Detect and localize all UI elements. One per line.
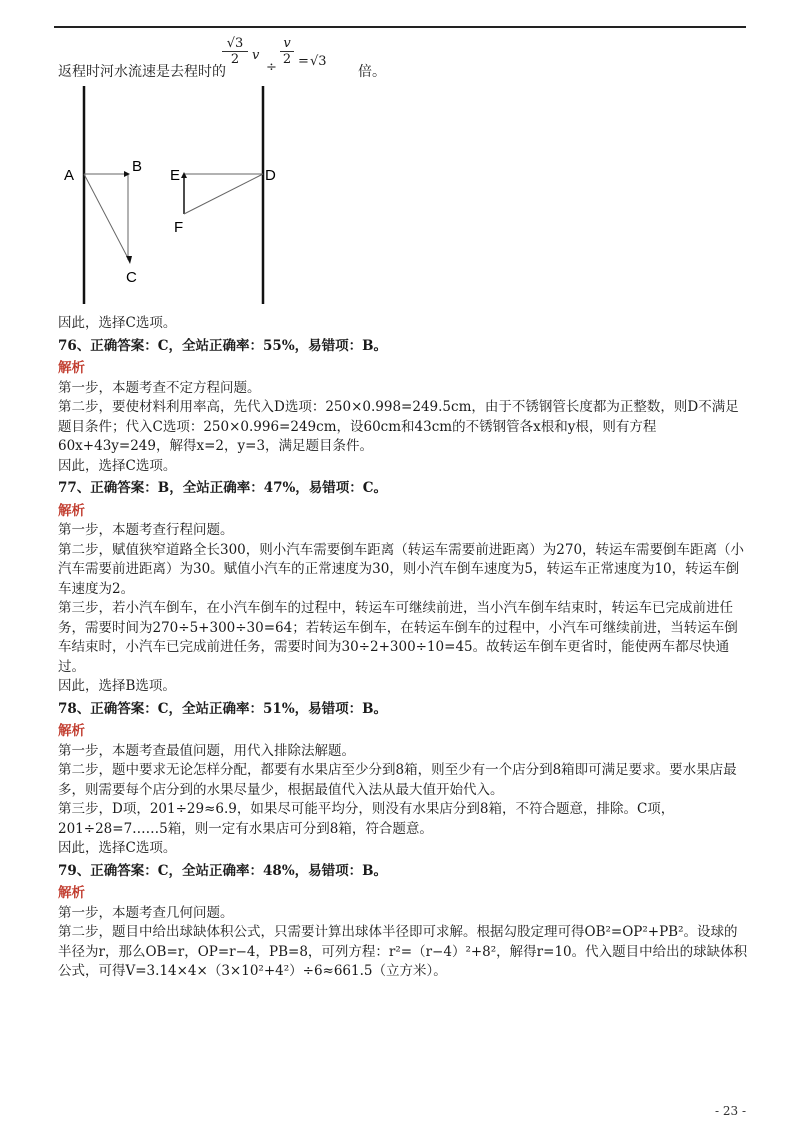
- label-a: A: [64, 167, 75, 184]
- arrow-b-icon: [124, 171, 130, 177]
- velocity-ratio-formula: [222, 36, 342, 82]
- question-answer-heading: 77、正确答案：B，全站正确率：47%，易错项：C。: [58, 480, 388, 496]
- arrow-e-icon: [181, 172, 187, 178]
- paragraph: 第二步，题目中给出球缺体积公式，只需要计算出球体半径即可求解。根据勾股定理可得OB²=OP²+PB²。设球的半径为r，那么OB=r，OP=r−4，PB=8，可列方程：r²=（r−4）²+8²，解得r=10。代入题目中给出的球缺体积公式，可得V=3.14×4×（3×10²+4²）÷6≈661.5（立方米）。: [58, 924, 748, 979]
- page-number: - 23 -: [714, 1104, 746, 1118]
- label-c: C: [126, 269, 137, 286]
- formula-result: √3: [310, 54, 327, 69]
- paragraph: 第一步，本题考查几何问题。: [58, 904, 234, 921]
- paragraph: 第三步，D项，201÷29≈6.9，如果尽可能平均分，则没有水果店分到8箱，不符合题意，排除。C项，201÷28=7……5箱，则一定有水果店可分到8箱，符合题意。: [58, 801, 675, 837]
- intro-suffix: 倍。: [358, 64, 386, 80]
- intro-prefix: 返程时河水流速是去程时的: [58, 64, 226, 80]
- paragraph: 第二步，要使材料利用率高，先代入D选项：250×0.998=249.5cm，由于不锈钢管长度都为正整数，则D不满足题目条件；代入C选项：250×0.996=249cm，设60cm和43cm的不锈钢管各x根和y根，则有方程60x+43y=249，解得x=2，y=3，满足题目条件。: [58, 399, 739, 454]
- paragraph: 第三步，若小汽车倒车，在小汽车倒车的过程中，转运车可继续前进，当小汽车倒车结束时，转运车已完成前进任务，需要时间为270÷5+300÷30=64；若转运车倒车，在转运车倒车的过程中，小汽车可继续前进，当转运车倒车结束时，小汽车已完成前进任务，需要时间为30÷2+300÷10=45。故转运车倒车更省时，能使两车都尽快通过。: [58, 600, 738, 675]
- paragraph: 第一步，本题考查行程问题。: [58, 522, 234, 538]
- question-answer-heading: 76、正确答案：C，全站正确率：55%，易错项：B。: [58, 337, 388, 354]
- paragraph: 第二步，赋值狭窄道路全长300，则小汽车需要倒车距离（转运车需要前进距离）为270，转运车需要倒车距离（小汽车需要前进距离）为30。赋值小汽车的正常速度为30，则小汽车倒车速度为5，转运车正常速度为10，转运车倒车速度为2。: [58, 541, 745, 597]
- label-b: B: [132, 158, 143, 175]
- paragraph: 第一步，本题考查最值问题，用代入排除法解题。: [58, 742, 355, 759]
- label-f: F: [174, 219, 184, 236]
- paragraph: 因此，选择C选项。: [58, 315, 177, 331]
- paragraph: 因此，选择C选项。: [58, 457, 177, 474]
- formula-divide: ÷: [266, 60, 277, 75]
- analysis-label: 解析: [58, 885, 85, 901]
- formula-v: v: [252, 48, 260, 63]
- analysis-label: 解析: [58, 360, 85, 376]
- analysis-label: 解析: [58, 502, 85, 519]
- formula-den-a: 2: [230, 52, 240, 67]
- paragraph: 第二步，题中要求无论怎样分配，都要有水果店至少分到8箱，则至少有一个店分到8箱即可满足要求。要水果店最多，则需要每个店分到的水果尽量少，根据最值代入法从最大值开始代入。: [58, 762, 737, 798]
- formula-equals: =: [298, 54, 309, 69]
- line-f-d: [184, 174, 263, 214]
- line-a-c: [84, 174, 130, 262]
- arrow-c-icon: [126, 256, 132, 264]
- formula-sqrt3: √3: [222, 36, 248, 52]
- label-d: D: [265, 167, 276, 184]
- label-e: E: [170, 167, 181, 184]
- question-answer-heading: 78、正确答案：C，全站正确率：51%，易错项：B。: [58, 700, 388, 717]
- top-rule: [54, 26, 746, 28]
- paragraph: 第一步，本题考查不定方程问题。: [58, 379, 261, 396]
- formula-den-b: 2: [282, 52, 292, 67]
- answer-body: [58, 314, 748, 982]
- question-answer-heading: 79、正确答案：C，全站正确率：48%，易错项：B。: [58, 862, 388, 879]
- analysis-label: 解析: [58, 723, 85, 739]
- paragraph: 因此，选择C选项。: [58, 840, 177, 856]
- paragraph: 因此，选择B选项。: [58, 678, 176, 694]
- river-diagram: [58, 86, 298, 306]
- formula-v2: v: [280, 36, 294, 52]
